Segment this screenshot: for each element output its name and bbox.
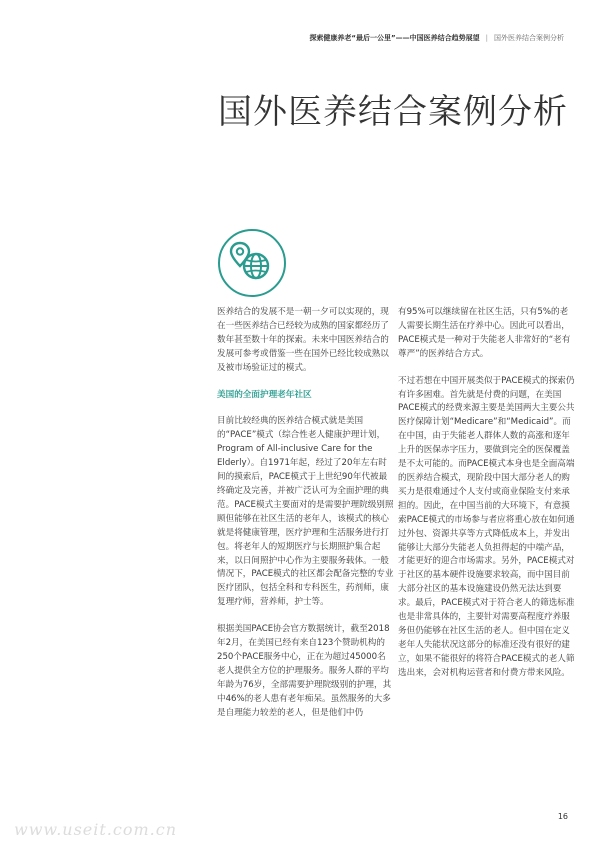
running-header — [309, 34, 564, 43]
china-challenges-paragraph: 不过若想在中国开展类似于PACE模式的探索仍有许多困难。首先就是付费的问题，在美国PACE模式的经费来源主要是美国两大主要公共医疗保障计划“Medicare”和“Medicaid”。而在中国，由于失能老人群体人数的高涨和逐年上升的医保赤字压力，要做到完全的医保覆盖是不太可能的。而PACE模式本身也是全面高端的医养结合模式，现阶段中国大部分老人的购买力是很难通过个人支付或商业保险支付来承担的。因此，在中国当前的大环境下，有意摸索PACE模式的市场参与者应将重心放在如何通过外包、资源共享等方式降低成本上，并发出能够让大部分失能老人负担得起的中端产品，才能更好的迎合市场需求。另外，PACE模式对于社区的基本硬件设施要求较高，而中国目前大部分社区的基本设施建设仍然无法达到要求。最后，PACE模式对于符合老人的筛选标准也是非常具体的，主要针对需要高程度疗养服务但仍能够在社区生活的老人。但中国在定义老年人失能状况这部分的标准还没有很好的建立，如果不能很好的将符合PACE模式的老人筛选出来，会对机构运营者和付费方带来风险。 — [398, 375, 575, 678]
pace-description-paragraph: 目前比较经典的医养结合模式就是美国的“PACE”模式（综合性老人健康护理计划，Program of All-inclusive Care for the Elderly）。自1971年起，经过了20年左右时间的摸索后，PACE模式于上世纪90年代被最终确定及完善，并被广泛认可为全面护理的典范。PACE模式主要面对的是需要护理院级别照顾但能够在社区生活的老年人，该模式的核心就是将健康管理，医疗护理和生活服务进行打包。将老年人的短期医疗与长期照护集合起来，以日间照护中心作为主要服务载体。一般情况下，PACE模式的社区都会配备完整的专业医疗团队，包括全科和专科医生，药剂师，康复理疗师，营养师，护士等。 — [217, 416, 394, 608]
header-section-name: 国外医养结合案例分析 — [494, 34, 564, 42]
page-title: 国外医养结合案例分析 — [218, 92, 568, 132]
section-heading: 美国的全面护理老年社区 — [217, 389, 312, 400]
header-report-title: 探索健康养老“最后一公里”——中国医养结合趋势展望 — [309, 34, 480, 42]
intro-paragraph: 医养结合的发展不是一朝一夕可以实现的，现在一些医养结合已经较为成熟的国家都经历了数年甚至数十年的探索。未来中国医养结合的发展可参考或借鉴一些在国外已经比较成熟以及被市场验证过的模式。 — [217, 307, 389, 373]
page-number: 16 — [557, 812, 568, 821]
left-column — [217, 306, 394, 720]
header-separator: | — [485, 34, 488, 42]
right-column — [398, 306, 575, 681]
continuation-paragraph: 有95%可以继续留在社区生活，只有5%的老人需要长期生活在疗养中心。因此可以看出，PACE模式是一种对于失能老人非常好的“老有尊严”的医养结合方式。 — [398, 307, 571, 359]
globe-location-pin-icon — [217, 228, 287, 298]
pace-statistics-paragraph: 根据美国PACE协会官方数据统计，截至2018年2月，在美国已经有来自123个赞助机构的250个PACE服务中心，正在为超过45000名老人提供全方位的护理服务。服务人群的平均年龄为76岁，全部需要护理院级别的护理，其中46%的老人患有老年痴呆。虽然服务的大多是自理能力较差的老人，但是他们中仍 — [217, 624, 392, 718]
watermark: www.useit.com.cn — [14, 820, 178, 839]
